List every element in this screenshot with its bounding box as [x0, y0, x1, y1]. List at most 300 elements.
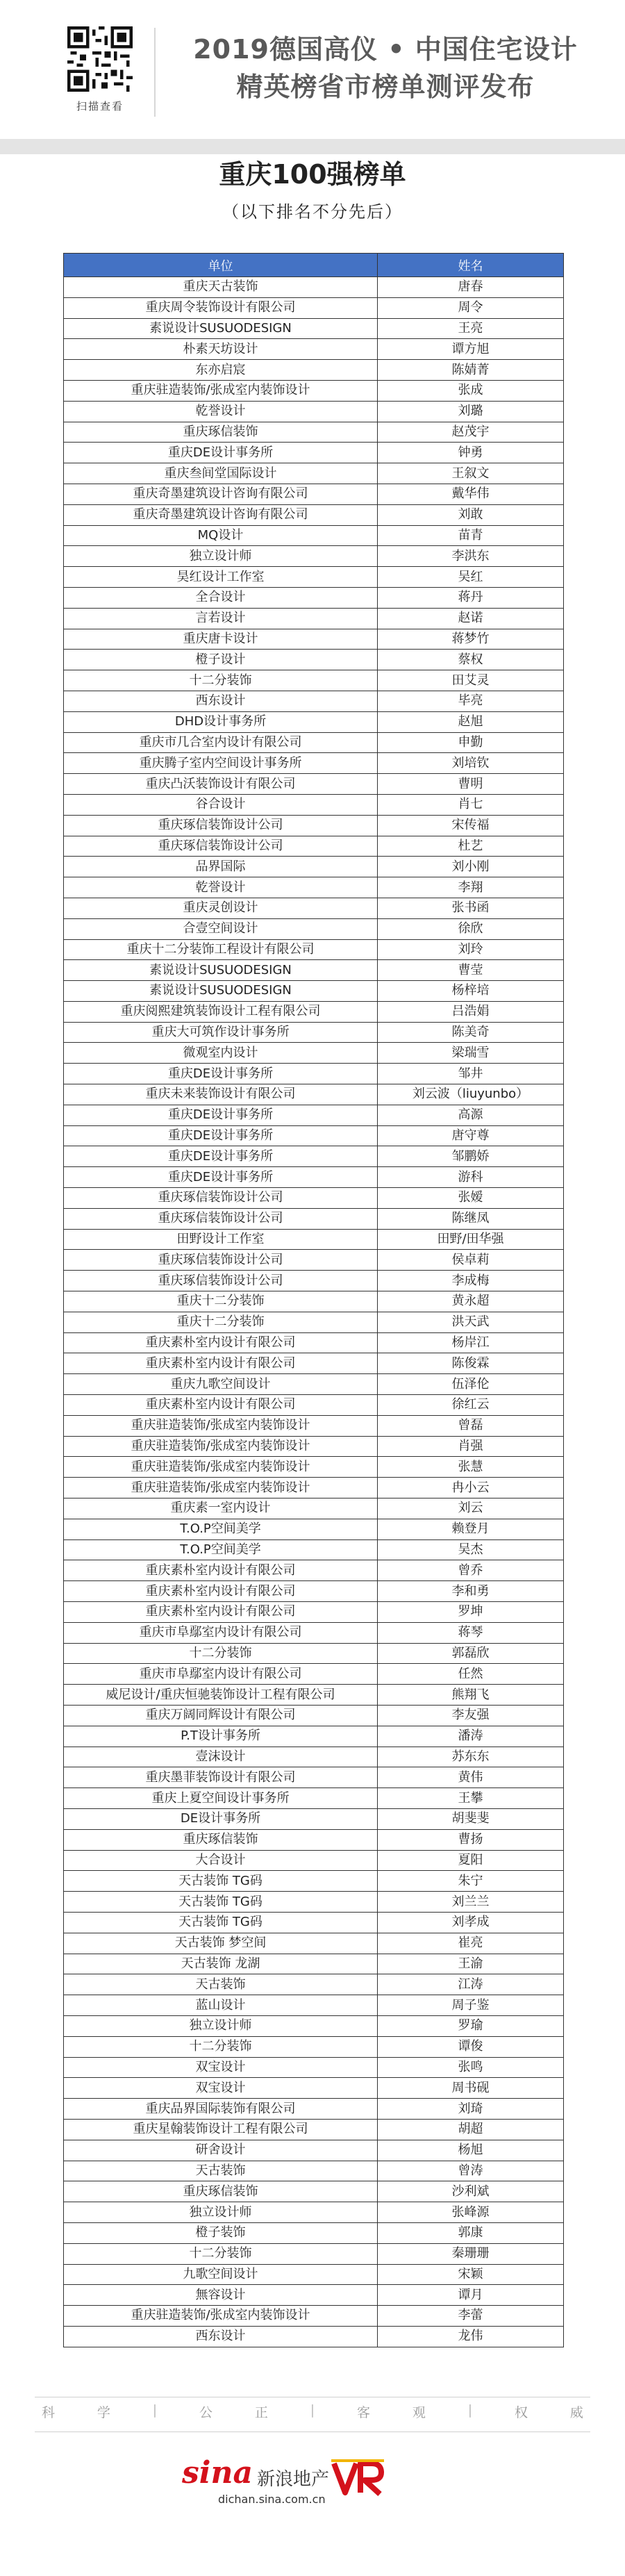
table-row — [64, 1208, 564, 1229]
slogan-char: 威 — [569, 2405, 583, 2420]
table-row — [64, 1064, 564, 1084]
cell-unit: 天古装饰 TG码 — [64, 1912, 378, 1933]
cell-unit: 十二分装饰 — [64, 2036, 378, 2057]
cell-name: 秦珊珊 — [378, 2243, 564, 2264]
table-row — [64, 1105, 564, 1125]
cell-unit: 天古装饰 龙湖 — [64, 1954, 378, 1974]
header-divider — [154, 28, 156, 117]
footer-divider-bottom — [35, 2431, 590, 2432]
cell-unit: 双宝设计 — [64, 2057, 378, 2078]
table-row — [64, 2057, 564, 2078]
cell-name: 杨旭 — [378, 2140, 564, 2161]
cell-unit: 橙子装饰 — [64, 2222, 378, 2243]
slogan-separator: | — [152, 2402, 158, 2418]
table-row — [64, 1125, 564, 1146]
table-row — [64, 297, 564, 318]
table-row — [64, 1250, 564, 1271]
cell-unit: 天古装饰 — [64, 2161, 378, 2181]
cell-unit: DE设计事务所 — [64, 1808, 378, 1829]
cell-unit: 微观室内设计 — [64, 1043, 378, 1064]
cell-unit: 重庆琢信装饰设计公司 — [64, 1188, 378, 1209]
table-row — [64, 1043, 564, 1064]
cell-name: 刘小刚 — [378, 857, 564, 877]
cell-unit: 重庆素朴室内设计有限公司 — [64, 1332, 378, 1353]
cell-name: 王渝 — [378, 1954, 564, 1974]
cell-name: 蔡权 — [378, 650, 564, 670]
cell-name: 蒋琴 — [378, 1622, 564, 1643]
table-row — [64, 2264, 564, 2285]
cell-name: 张成 — [378, 380, 564, 401]
cell-unit: 重庆市几合室内设计有限公司 — [64, 732, 378, 753]
table-row — [64, 1084, 564, 1105]
cell-unit: 重庆素朴室内设计有限公司 — [64, 1560, 378, 1581]
cell-unit: 品界国际 — [64, 857, 378, 877]
cell-name: 王攀 — [378, 1788, 564, 1809]
cell-name: 张鸣 — [378, 2057, 564, 2078]
table-row — [64, 2119, 564, 2140]
table-row — [64, 484, 564, 504]
cell-name: 刘玲 — [378, 939, 564, 960]
cell-name: 邹鹏娇 — [378, 1146, 564, 1167]
cell-unit: 独立设计师 — [64, 546, 378, 567]
cell-name: 王叙文 — [378, 463, 564, 484]
table-row — [64, 422, 564, 443]
cell-name: 吴杰 — [378, 1539, 564, 1560]
cell-name: 陈婧菁 — [378, 360, 564, 381]
cell-name: 朱宁 — [378, 1871, 564, 1892]
slogan-char: 科 — [42, 2405, 56, 2420]
table-row — [64, 1436, 564, 1457]
table-row — [64, 857, 564, 877]
table-row — [64, 608, 564, 629]
slogan-separator: | — [310, 2402, 315, 2418]
cell-name: 田野/田华强 — [378, 1229, 564, 1250]
table-row — [64, 2078, 564, 2099]
table-row — [64, 1871, 564, 1892]
cell-name: 冉小云 — [378, 1478, 564, 1498]
cell-name: 李翔 — [378, 877, 564, 898]
cell-unit: 西东设计 — [64, 2326, 378, 2347]
footer-slogan — [42, 2402, 583, 2421]
cell-name: 毕亮 — [378, 691, 564, 711]
cell-unit: 重庆叁间堂国际设计 — [64, 463, 378, 484]
table-row — [64, 2285, 564, 2306]
cell-unit: 重庆琢信装饰 — [64, 1829, 378, 1850]
table-body — [64, 277, 564, 2347]
table-row — [64, 1188, 564, 1209]
cell-name: 肖强 — [378, 1436, 564, 1457]
table-row — [64, 2140, 564, 2161]
cell-unit: 重庆奇墨建筑设计咨询有限公司 — [64, 484, 378, 504]
table-row — [64, 1498, 564, 1519]
cell-unit: 谷合设计 — [64, 794, 378, 815]
cell-name: 游科 — [378, 1167, 564, 1188]
cell-unit: 無容设计 — [64, 2285, 378, 2306]
cell-unit: 素说设计SUSUODESIGN — [64, 960, 378, 981]
cell-unit: 重庆DE设计事务所 — [64, 1064, 378, 1084]
cell-name: 徐欣 — [378, 918, 564, 939]
cell-unit: 大合设计 — [64, 1850, 378, 1871]
cell-unit: 合壹空间设计 — [64, 918, 378, 939]
table-row — [64, 1974, 564, 1995]
table-row — [64, 2181, 564, 2202]
cell-name: 李友强 — [378, 1705, 564, 1726]
table-row — [64, 1954, 564, 1974]
cell-name: 唐春 — [378, 277, 564, 298]
cell-unit: 壹沫设计 — [64, 1747, 378, 1767]
sina-logo-cn: 新浪地产 — [257, 2469, 330, 2490]
cell-name: 周子鉴 — [378, 1995, 564, 2016]
cell-name: 高源 — [378, 1105, 564, 1125]
cell-name: 徐红云 — [378, 1395, 564, 1416]
sina-logo-url: dichan.sina.com.cn — [218, 2493, 326, 2506]
cell-unit: 重庆市阜鄢室内设计有限公司 — [64, 1664, 378, 1685]
page-title: 重庆100强榜单 — [219, 159, 406, 190]
table-row — [64, 691, 564, 711]
page-subtitle: （以下排名不分先后） — [222, 202, 403, 222]
cell-unit: 重庆凸沃装饰设计有限公司 — [64, 774, 378, 795]
cell-name: 张慧 — [378, 1457, 564, 1478]
cell-unit: 天古装饰 TG码 — [64, 1892, 378, 1913]
cell-unit: 独立设计师 — [64, 2202, 378, 2223]
vr-logo[interactable] — [330, 2454, 385, 2501]
table-row — [64, 960, 564, 981]
table-row — [64, 277, 564, 298]
table-row — [64, 1478, 564, 1498]
table-row — [64, 2222, 564, 2243]
cell-unit: 重庆周令装饰设计有限公司 — [64, 297, 378, 318]
cell-name: 张嫒 — [378, 1188, 564, 1209]
cell-name: 赵旭 — [378, 711, 564, 732]
column-header-unit: 单位 — [64, 254, 378, 277]
cell-unit: 重庆琢信装饰设计公司 — [64, 836, 378, 857]
cell-name: 任然 — [378, 1664, 564, 1685]
cell-unit: 素说设计SUSUODESIGN — [64, 318, 378, 339]
table-row — [64, 1622, 564, 1643]
cell-unit: 重庆大可筑作设计事务所 — [64, 1022, 378, 1043]
table-row — [64, 2099, 564, 2120]
cell-name: 刘云 — [378, 1498, 564, 1519]
cell-unit: 乾誉设计 — [64, 877, 378, 898]
cell-unit: 重庆DE设计事务所 — [64, 1146, 378, 1167]
table-row — [64, 1747, 564, 1767]
cell-unit: 天古装饰 梦空间 — [64, 1933, 378, 1954]
cell-unit: 威尼设计/重庆恒驰装饰设计工程有限公司 — [64, 1685, 378, 1706]
header-title — [170, 31, 601, 106]
cell-name: 曾乔 — [378, 1560, 564, 1581]
cell-name: 谭方旭 — [378, 339, 564, 360]
cell-unit: 重庆万阔同辉设计有限公司 — [64, 1705, 378, 1726]
column-header-name: 姓名 — [378, 254, 564, 277]
table-row — [64, 650, 564, 670]
cell-name: 黄伟 — [378, 1767, 564, 1788]
cell-name: 胡斐斐 — [378, 1808, 564, 1829]
cell-unit: 重庆天古装饰 — [64, 277, 378, 298]
cell-name: 李和勇 — [378, 1581, 564, 1602]
table-row — [64, 504, 564, 525]
cell-unit: 重庆腾子室内空间设计事务所 — [64, 753, 378, 774]
cell-name: 赵诺 — [378, 608, 564, 629]
cell-name: 刘敢 — [378, 504, 564, 525]
table-row — [64, 1457, 564, 1478]
cell-unit: 重庆DE设计事务所 — [64, 1125, 378, 1146]
table-row — [64, 1829, 564, 1850]
cell-name: 李成梅 — [378, 1271, 564, 1291]
table-row — [64, 794, 564, 815]
qr-caption: 扫描查看 — [76, 100, 124, 113]
cell-unit: 重庆十二分装饰工程设计有限公司 — [64, 939, 378, 960]
cell-unit: 重庆琢信装饰设计公司 — [64, 1271, 378, 1291]
table-row — [64, 732, 564, 753]
cell-name: 刘孝成 — [378, 1912, 564, 1933]
table-row — [64, 2243, 564, 2264]
cell-name: 李洪东 — [378, 546, 564, 567]
cell-name: 曹莹 — [378, 960, 564, 981]
cell-name: 杜艺 — [378, 836, 564, 857]
cell-name: 曾磊 — [378, 1415, 564, 1436]
cell-name: 刘璐 — [378, 401, 564, 422]
table-row — [64, 1167, 564, 1188]
table-row — [64, 401, 564, 422]
cell-name: 苗青 — [378, 525, 564, 546]
cell-unit: 重庆琢信装饰 — [64, 422, 378, 443]
cell-unit: 乾誉设计 — [64, 401, 378, 422]
cell-name: 周书砚 — [378, 2078, 564, 2099]
cell-unit: 重庆驻造装饰/张成室内装饰设计 — [64, 2306, 378, 2327]
cell-unit: 重庆墨菲装饰设计有限公司 — [64, 1767, 378, 1788]
table-row — [64, 1312, 564, 1332]
cell-unit: 重庆未来装饰设计有限公司 — [64, 1084, 378, 1105]
table-row — [64, 1850, 564, 1871]
cell-name: 谭俊 — [378, 2036, 564, 2057]
cell-name: 李蕾 — [378, 2306, 564, 2327]
cell-name: 陈美奇 — [378, 1022, 564, 1043]
table-row — [64, 2161, 564, 2181]
table-row — [64, 1995, 564, 2016]
table-row — [64, 339, 564, 360]
table-row — [64, 525, 564, 546]
cell-unit: 全合设计 — [64, 587, 378, 608]
table-row — [64, 815, 564, 836]
table-row — [64, 1581, 564, 1602]
cell-unit: 朴素天坊设计 — [64, 339, 378, 360]
cell-name: 谭月 — [378, 2285, 564, 2306]
cell-unit: 十二分装饰 — [64, 2243, 378, 2264]
table-row — [64, 1808, 564, 1829]
cell-name: 刘琦 — [378, 2099, 564, 2120]
cell-unit: T.O.P空间美学 — [64, 1539, 378, 1560]
cell-name: 吴红 — [378, 567, 564, 588]
cell-name: 曹扬 — [378, 1829, 564, 1850]
table-row — [64, 629, 564, 650]
table-row — [64, 1788, 564, 1809]
cell-name: 黄永超 — [378, 1291, 564, 1312]
cell-name: 曹明 — [378, 774, 564, 795]
slogan-char: 观 — [412, 2405, 426, 2420]
table-row — [64, 2202, 564, 2223]
table-row — [64, 1539, 564, 1560]
cell-name: 钟勇 — [378, 443, 564, 463]
cell-name: 周令 — [378, 297, 564, 318]
cell-name: 崔亮 — [378, 1933, 564, 1954]
cell-name: 张书函 — [378, 898, 564, 918]
cell-unit: 重庆驻造装饰/张成室内装饰设计 — [64, 1436, 378, 1457]
cell-unit: 重庆阅熙建筑装饰设计工程有限公司 — [64, 1001, 378, 1022]
table-row — [64, 1726, 564, 1747]
cell-unit: 重庆十二分装饰 — [64, 1291, 378, 1312]
table-row — [64, 1291, 564, 1312]
cell-unit: 重庆上夏空间设计事务所 — [64, 1788, 378, 1809]
table-row — [64, 1892, 564, 1913]
table-row — [64, 1767, 564, 1788]
cell-name: 刘兰兰 — [378, 1892, 564, 1913]
cell-name: 侯卓莉 — [378, 1250, 564, 1271]
table-row — [64, 1705, 564, 1726]
cell-name: 吕浩娟 — [378, 1001, 564, 1022]
table-row — [64, 1353, 564, 1374]
cell-name: 罗瑜 — [378, 2015, 564, 2036]
table-row — [64, 2306, 564, 2327]
cell-unit: 蓝山设计 — [64, 1995, 378, 2016]
table-row — [64, 2326, 564, 2347]
header-title-line2: 精英榜省市榜单测评发布 — [236, 72, 535, 102]
cell-name: 申勤 — [378, 732, 564, 753]
cell-unit: 重庆DE设计事务所 — [64, 443, 378, 463]
table-row — [64, 1643, 564, 1664]
table-row — [64, 711, 564, 732]
cell-unit: 独立设计师 — [64, 2015, 378, 2036]
table-row — [64, 318, 564, 339]
cell-unit: 西东设计 — [64, 691, 378, 711]
slogan-char: 客 — [357, 2405, 371, 2420]
cell-unit: 重庆九歌空间设计 — [64, 1374, 378, 1395]
slogan-char: 正 — [254, 2405, 268, 2420]
cell-unit: 重庆DE设计事务所 — [64, 1105, 378, 1125]
cell-unit: 重庆素朴室内设计有限公司 — [64, 1602, 378, 1623]
cell-unit: 素说设计SUSUODESIGN — [64, 981, 378, 1002]
slogan-separator: | — [467, 2402, 473, 2418]
table-row — [64, 1415, 564, 1436]
cell-name: 田艾灵 — [378, 670, 564, 691]
table-row — [64, 836, 564, 857]
cell-name: 戴华伟 — [378, 484, 564, 504]
sina-logo-word: sina — [182, 2455, 253, 2491]
cell-name: 刘培钦 — [378, 753, 564, 774]
cell-unit: 重庆琢信装饰设计公司 — [64, 815, 378, 836]
cell-unit: 重庆品界国际装饰有限公司 — [64, 2099, 378, 2120]
table-row — [64, 939, 564, 960]
cell-unit: 重庆素朴室内设计有限公司 — [64, 1395, 378, 1416]
cell-name: 郭康 — [378, 2222, 564, 2243]
cell-name: 王亮 — [378, 318, 564, 339]
cell-unit: 重庆琢信装饰设计公司 — [64, 1250, 378, 1271]
table-row — [64, 1602, 564, 1623]
slogan-char: 公 — [199, 2405, 213, 2420]
slogan-char: 学 — [97, 2405, 110, 2420]
page-header — [0, 0, 625, 129]
cell-name: 陈俊霖 — [378, 1353, 564, 1374]
table-row — [64, 2036, 564, 2057]
cell-name: 曾涛 — [378, 2161, 564, 2181]
table-row — [64, 1022, 564, 1043]
ranking-table — [63, 253, 564, 2347]
table-row — [64, 877, 564, 898]
header-band — [0, 139, 625, 154]
cell-unit: 重庆驻造装饰/张成室内装饰设计 — [64, 1478, 378, 1498]
cell-unit: 重庆驻造装饰/张成室内装饰设计 — [64, 1457, 378, 1478]
cell-name: 赵茂宇 — [378, 422, 564, 443]
cell-name: 龙伟 — [378, 2326, 564, 2347]
cell-name: 沙利斌 — [378, 2181, 564, 2202]
sina-logo[interactable] — [182, 2452, 335, 2508]
cell-unit: T.O.P空间美学 — [64, 1519, 378, 1539]
table-row — [64, 981, 564, 1002]
cell-unit: 重庆DE设计事务所 — [64, 1167, 378, 1188]
cell-unit: 研舍设计 — [64, 2140, 378, 2161]
table-row — [64, 1664, 564, 1685]
cell-name: 潘涛 — [378, 1726, 564, 1747]
cell-unit: 田野设计工作室 — [64, 1229, 378, 1250]
cell-name: 杨梓培 — [378, 981, 564, 1002]
table-header-row — [64, 254, 564, 277]
cell-name: 洪天武 — [378, 1312, 564, 1332]
cell-unit: 重庆素朴室内设计有限公司 — [64, 1581, 378, 1602]
table-row — [64, 546, 564, 567]
cell-name: 胡超 — [378, 2119, 564, 2140]
table-row — [64, 670, 564, 691]
cell-unit: 九歌空间设计 — [64, 2264, 378, 2285]
table-row — [64, 380, 564, 401]
cell-unit: 重庆琢信装饰设计公司 — [64, 1208, 378, 1229]
table-row — [64, 1271, 564, 1291]
cell-unit: 重庆十二分装饰 — [64, 1312, 378, 1332]
table-row — [64, 443, 564, 463]
cell-name: 肖七 — [378, 794, 564, 815]
table-row — [64, 1146, 564, 1167]
cell-name: 张峰源 — [378, 2202, 564, 2223]
cell-unit: 重庆驻造装饰/张成室内装饰设计 — [64, 380, 378, 401]
cell-name: 蒋丹 — [378, 587, 564, 608]
cell-unit: 重庆驻造装饰/张成室内装饰设计 — [64, 1415, 378, 1436]
table-row — [64, 1933, 564, 1954]
cell-unit: 昊红设计工作室 — [64, 567, 378, 588]
table-row — [64, 1229, 564, 1250]
table-row — [64, 1001, 564, 1022]
table-row — [64, 587, 564, 608]
slogan-char: 权 — [515, 2405, 528, 2420]
cell-unit: 重庆唐卡设计 — [64, 629, 378, 650]
cell-unit: 重庆星翰装饰设计工程有限公司 — [64, 2119, 378, 2140]
cell-name: 伍泽伦 — [378, 1374, 564, 1395]
table-row — [64, 1685, 564, 1706]
header-title-line1: 2019德国高仪 • 中国住宅设计 — [193, 34, 578, 65]
cell-unit: 十二分装饰 — [64, 1643, 378, 1664]
table-row — [64, 898, 564, 918]
cell-unit: 重庆奇墨建筑设计咨询有限公司 — [64, 504, 378, 525]
cell-unit: P.T设计事务所 — [64, 1726, 378, 1747]
cell-unit: 言若设计 — [64, 608, 378, 629]
qr-code[interactable] — [67, 26, 133, 92]
cell-name: 宋颖 — [378, 2264, 564, 2285]
cell-unit: 重庆素一室内设计 — [64, 1498, 378, 1519]
cell-name: 蒋梦竹 — [378, 629, 564, 650]
cell-unit: 东亦启宸 — [64, 360, 378, 381]
cell-name: 宋传福 — [378, 815, 564, 836]
cell-unit: 天古装饰 TG码 — [64, 1871, 378, 1892]
cell-name: 梁瑞雪 — [378, 1043, 564, 1064]
cell-name: 熊翔飞 — [378, 1685, 564, 1706]
table-row — [64, 1912, 564, 1933]
